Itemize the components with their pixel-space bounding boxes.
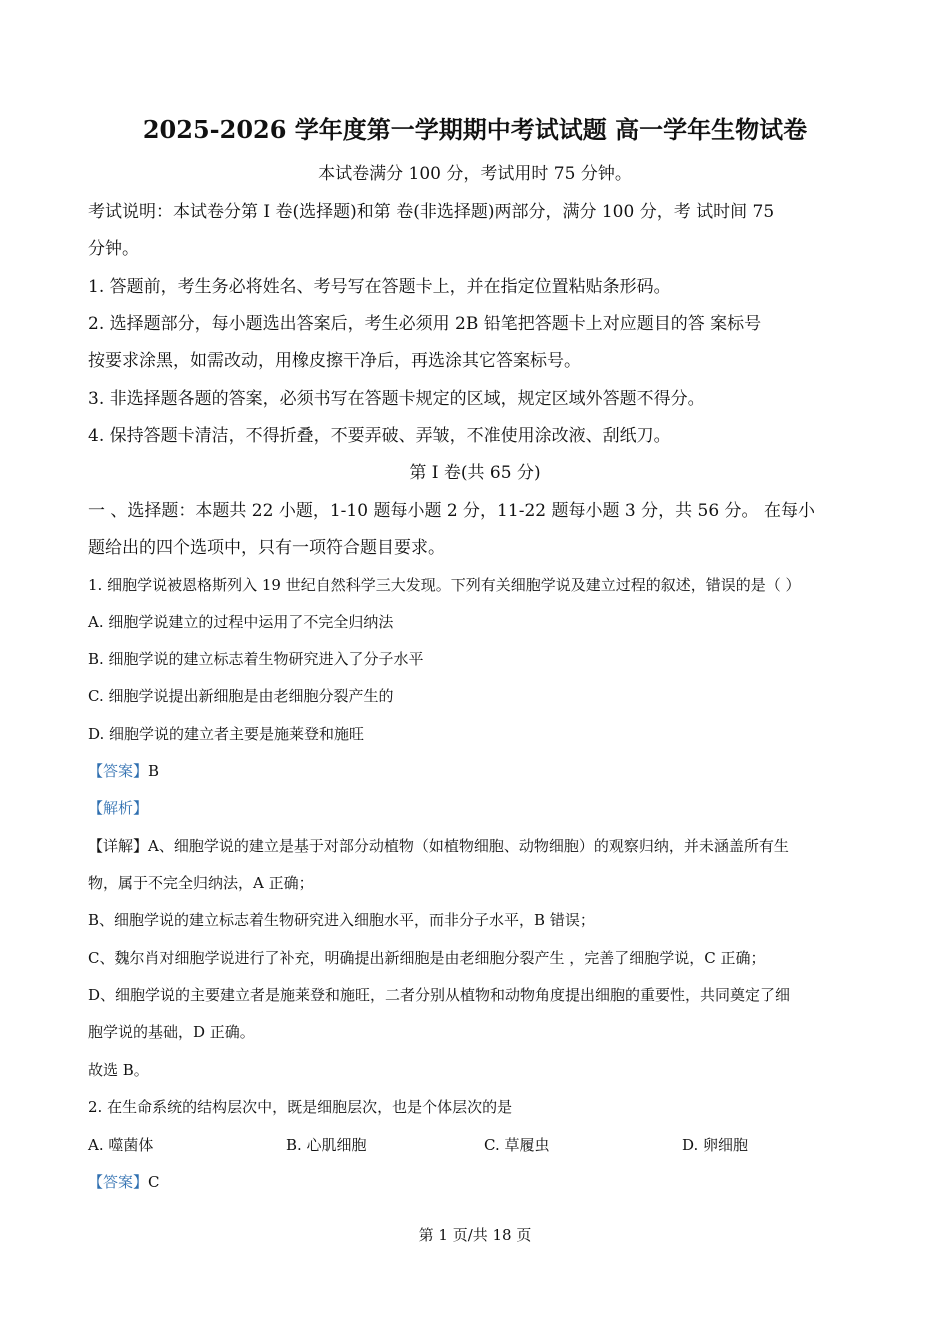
instruction-item-3: 3. 非选择题各题的答案，必须书写在答题卡规定的区域，规定区域外答题不得分。 (88, 389, 705, 409)
page-footer: 第 1 页/共 18 页 (418, 1226, 532, 1244)
question-1-option-d: D. 细胞学说的建立者主要是施莱登和施旺 (88, 725, 365, 743)
question-2-option-d: D. 卵细胞 (682, 1136, 749, 1154)
question-2-option-c: C. 草履虫 (484, 1136, 550, 1154)
detail-tag: 【详解】 (88, 837, 149, 855)
question-1-analysis-tag (88, 801, 894, 816)
analysis-tag: 【解析】 (88, 799, 149, 817)
answer-value: B (148, 762, 160, 780)
question-2-option-a: A. 噬菌体 (88, 1136, 154, 1154)
instruction-item-2-line2: 按要求涂黑，如需改动，用橡皮擦干净后，再选涂其它答案标号。 (88, 351, 581, 371)
section-heading: 第 I 卷(共 65 分) (409, 463, 541, 483)
question-1-option-c: C. 细胞学说提出新细胞是由老细胞分裂产生的 (88, 687, 394, 705)
section-intro-line1: 一 、选择题：本题共 22 小题，1-10 题每小题 2 分，11-22 题每小题 3 分，共 56 分。 在每小 (88, 501, 815, 521)
exam-description-line2: 分钟。 (88, 239, 139, 259)
question-2-options (88, 1138, 894, 1153)
exam-description-line1: 考试说明：本试卷分第 I 卷(选择题)和第 卷(非选择题)两部分，满分 100 分，考 试时间 75 (88, 202, 775, 222)
question-1-detail-line2: 物，属于不完全归纳法，A 正确； (88, 874, 314, 892)
answer-tag: 【答案】 (88, 762, 149, 780)
instruction-item-1: 1. 答题前，考生务必将姓名、考号写在答题卡上，并在指定位置粘贴条形码。 (88, 277, 671, 297)
question-1-stem: 1. 细胞学说被恩格斯列入 19 世纪自然科学三大发现。下列有关细胞学说及建立过程的叙述，错误的是（ ） (88, 576, 801, 594)
exam-title: 2025-2026 学年度第一学期期中考试试题 高一学年生物试卷 (142, 115, 808, 144)
instruction-item-4: 4. 保持答题卡清洁，不得折叠，不要弄破、弄皱，不准使用涂改液、刮纸刀。 (88, 426, 671, 446)
exam-subtitle: 本试卷满分 100 分，考试用时 75 分钟。 (318, 164, 632, 184)
question-1-option-a: A. 细胞学说建立的过程中运用了不完全归纳法 (88, 613, 394, 631)
question-1-detail-line3: B、细胞学说的建立标志着生物研究进入细胞水平，而非分子水平，B 错误； (88, 911, 595, 929)
question-1-detail-line1 (88, 839, 894, 854)
section-intro-line2: 题给出的四个选项中，只有一项符合题目要求。 (88, 538, 445, 558)
question-2-option-b: B. 心肌细胞 (286, 1136, 367, 1154)
question-1-option-b: B. 细胞学说的建立标志着生物研究进入了分子水平 (88, 650, 424, 668)
question-2-answer (88, 1175, 894, 1190)
question-1-detail-line4: C、魏尔肖对细胞学说进行了补充，明确提出新细胞是由老细胞分裂产生 ，完善了细胞学说，C 正确； (88, 949, 766, 967)
question-1-conclusion: 故选 B。 (88, 1061, 149, 1079)
question-1-detail-line5: D、细胞学说的主要建立者是施莱登和施旺，二者分别从植物和动物角度提出细胞的重要性，共同奠定了细 (88, 986, 791, 1004)
answer-tag: 【答案】 (88, 1173, 149, 1191)
question-2-stem: 2. 在生命系统的结构层次中，既是细胞层次，也是个体层次的是 (88, 1098, 513, 1116)
question-1-detail-line6: 胞学说的基础，D 正确。 (88, 1023, 255, 1041)
question-1-answer (88, 764, 894, 779)
instruction-item-2-line1: 2. 选择题部分，每小题选出答案后，考生必须用 2B 铅笔把答题卡上对应题目的答 案标号 (88, 314, 762, 334)
detail-text: A、细胞学说的建立是基于对部分动植物（如植物细胞、动物细胞）的观察归纳，并未涵盖所有生 (148, 837, 789, 855)
answer-value: C (148, 1173, 160, 1191)
